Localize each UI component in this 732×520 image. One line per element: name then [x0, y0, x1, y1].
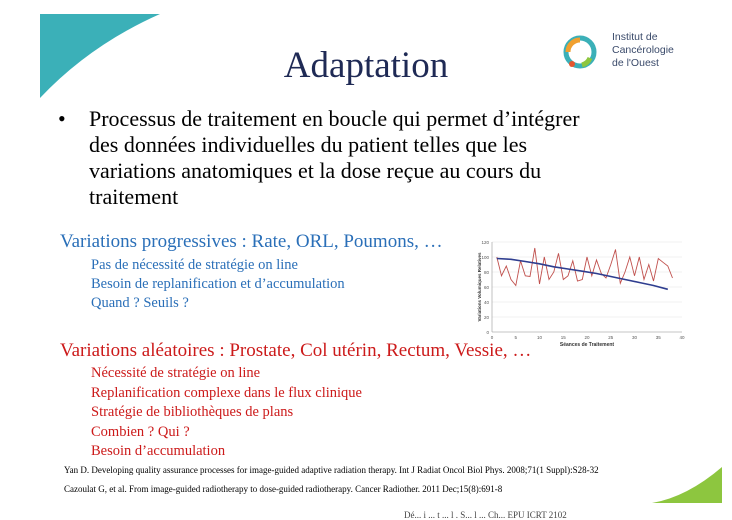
x-tick-label: 30	[631, 335, 638, 340]
bullet-dot-icon: •	[58, 106, 66, 131]
slide-title: Adaptation	[283, 45, 449, 86]
y-axis-label: Variations Volumiques Relatives	[477, 252, 482, 322]
bullet-line-2: des données individuelles du patient telles que les	[89, 132, 528, 157]
x-tick-label: 0	[490, 335, 494, 340]
progressive-variations-heading: Variations progressives : Rate, ORL, Poumons, …	[60, 231, 443, 252]
y-tick-label: 80	[483, 270, 489, 275]
random-item-4: Combien ? Qui ?	[91, 424, 190, 440]
x-tick-label: 20	[584, 335, 590, 340]
series-1-line	[497, 248, 673, 286]
random-item-1: Nécessité de stratégie on line	[91, 365, 261, 381]
x-tick-label: 40	[679, 335, 685, 340]
logo-line-2: Cancérologie	[612, 44, 674, 56]
random-item-5: Besoin d’accumulation	[91, 443, 226, 459]
x-axis-label: Séances de Traitement	[559, 342, 615, 348]
volume-variation-chart	[472, 236, 690, 348]
y-tick-label: 0	[486, 330, 489, 335]
x-tick-label: 5	[514, 335, 518, 340]
x-tick-label: 35	[655, 335, 661, 340]
y-tick-label: 100	[481, 255, 489, 260]
random-item-2: Replanification complexe dans le flux clinique	[91, 385, 362, 401]
footer-text: Dé... i ... t ... l . S... l ... Ch... EPU ICRT 2102	[404, 510, 567, 520]
progressive-item-3: Quand ? Seuils ?	[91, 295, 189, 311]
bullet-paragraph	[58, 106, 668, 210]
progressive-item-1: Pas de nécessité de stratégie on line	[91, 257, 298, 273]
x-tick-label: 15	[560, 335, 566, 340]
logo-text	[612, 31, 674, 70]
series-2-line	[497, 259, 668, 290]
corner-shape-bottom-right	[632, 447, 732, 517]
progressive-item-2: Besoin de replanification et d’accumulation	[91, 276, 345, 292]
logo-line-3: de l'Ouest	[612, 57, 659, 69]
reference-2: Cazoulat G, et al. From image-guided radiotherapy to dose-guided radiotherapy. Cancer Radiother. 2011 Dec;15(8):691-8	[64, 484, 503, 494]
x-tick-label: 25	[608, 335, 614, 340]
random-variations-heading: Variations aléatoires : Prostate, Col utérin, Rectum, Vessie, …	[60, 340, 532, 361]
bullet-line-1: Processus de traitement en boucle qui permet d’intégrer	[89, 106, 580, 131]
bullet-line-4: traitement	[89, 184, 179, 209]
y-tick-label: 40	[483, 300, 489, 305]
y-tick-label: 20	[483, 315, 489, 320]
x-tick-label: 10	[536, 335, 543, 340]
y-tick-label: 120	[481, 240, 489, 245]
random-item-3: Stratégie de bibliothèques de plans	[91, 404, 294, 420]
logo-line-1: Institut de	[612, 31, 658, 43]
y-tick-label: 60	[483, 285, 489, 290]
bullet-line-3: variations anatomiques et la dose reçue au cours du	[89, 158, 542, 183]
reference-1: Yan D. Developing quality assurance processes for image-guided adaptive radiation therapy. Int J Radiat Oncol Biol Phys. 2008;71(1 Suppl):S28-32	[64, 465, 599, 475]
